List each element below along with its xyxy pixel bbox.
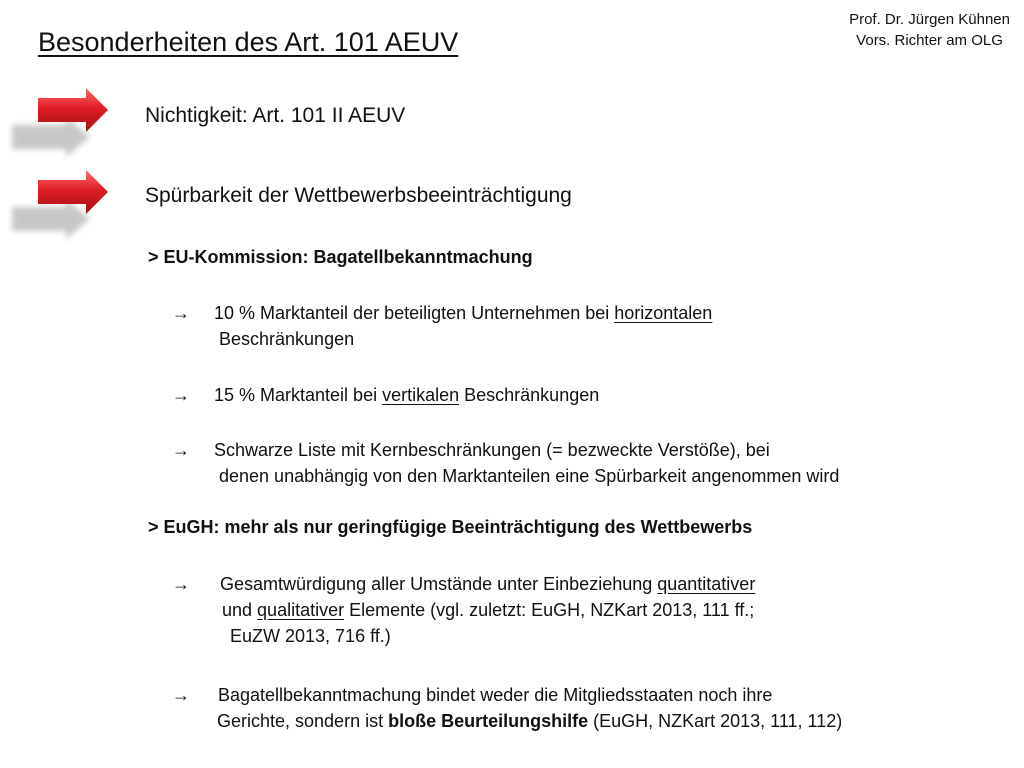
arrow-right-icon: → — [172, 303, 190, 323]
list-item: → Gesamtwürdigung aller Umstände unter Einbeziehung quantitativer und qualitativer Elemente (vgl. zuletzt: EuGH, NZKart 2013, 111 ff.; EuZW 2013, 716 ff.) — [172, 571, 755, 649]
page-title: Besonderheiten des Art. 101 AEUV — [38, 27, 459, 57]
list-item: → Bagatellbekanntmachung bindet weder die Mitgliedsstaaten noch ihre Gerichte, sondern ist bloße Beurteilungshilfe (EuGH, NZKart 2013, 111, 112) — [172, 682, 842, 734]
heading-nichtigkeit: Nichtigkeit: Art. 101 II AEUV — [145, 104, 406, 127]
author-info — [849, 9, 1010, 51]
arrow-right-icon: → — [172, 385, 190, 405]
arrow-right-icon: → — [172, 440, 190, 460]
subheading-eugh: > EuGH: mehr als nur geringfügige Beeinträchtigung des Wettbewerbs — [148, 517, 753, 537]
arrow-right-icon: → — [172, 574, 190, 594]
heading-spuerbarkeit: Spürbarkeit der Wettbewerbsbeeinträchtigung — [145, 184, 572, 207]
red-arrow-icon — [8, 85, 108, 165]
author-position: Vors. Richter am OLG — [856, 32, 1003, 49]
arrow-right-icon: → — [172, 685, 190, 705]
red-arrow-icon — [8, 167, 108, 247]
author-name: Prof. Dr. Jürgen Kühnen — [849, 11, 1010, 28]
subheading-eu-kommission: > EU-Kommission: Bagatellbekanntmachung — [148, 247, 533, 267]
list-item: → 15 % Marktanteil bei vertikalen Beschränkungen — [172, 382, 599, 408]
list-item: → 10 % Marktanteil der beteiligten Unternehmen bei horizontalen Beschränkungen — [172, 300, 712, 352]
list-item: → Schwarze Liste mit Kernbeschränkungen (= bezweckte Verstöße), bei denen unabhängig von den Marktanteilen eine Spürbarkeit angenommen wird — [172, 437, 839, 489]
